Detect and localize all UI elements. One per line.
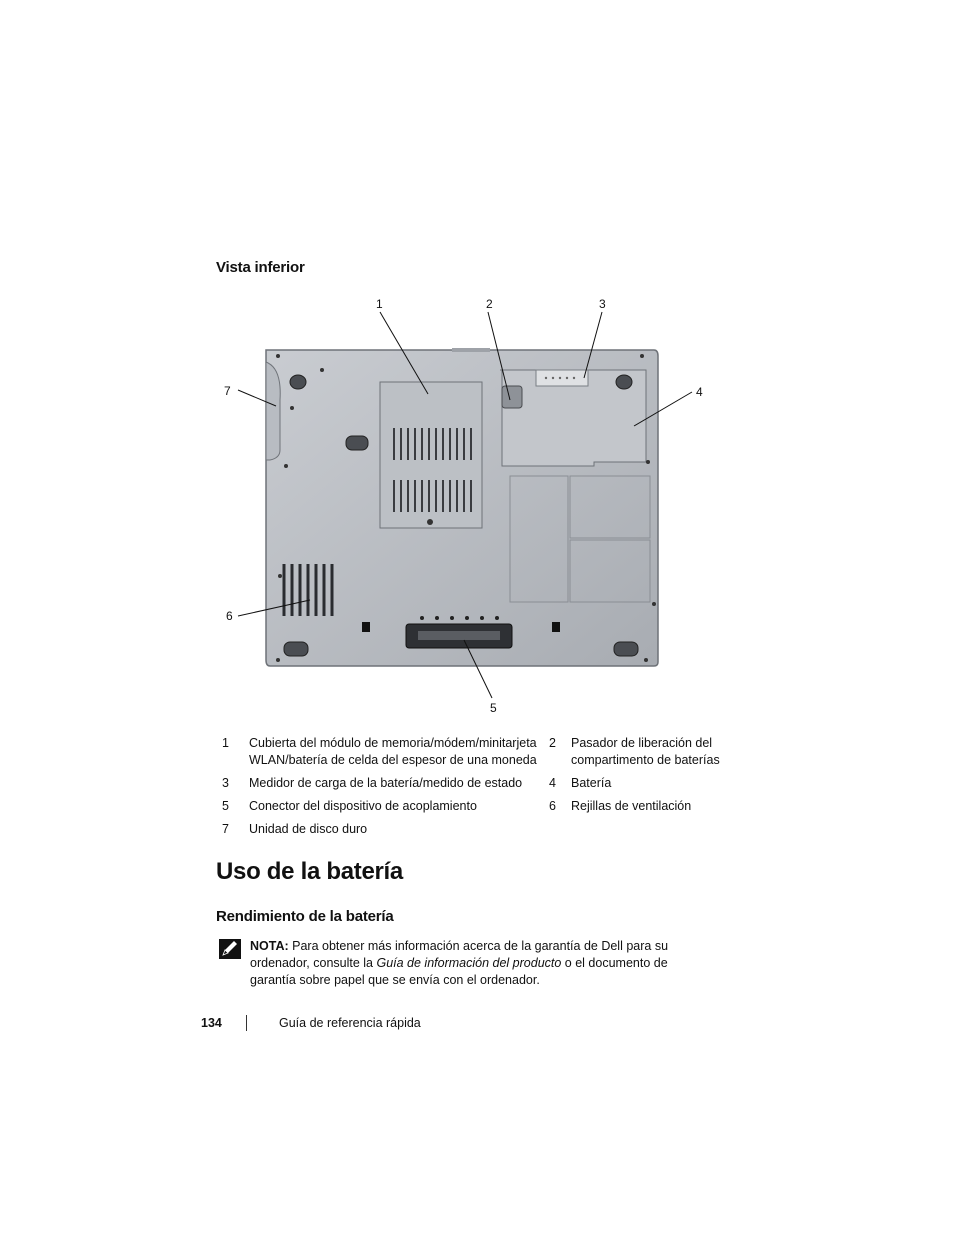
- legend-number: 4: [549, 776, 556, 790]
- callout-5: 5: [490, 701, 497, 715]
- note-text-before: Para obtener más información acerca de la garantía de Dell para su ordenador, consulte la: [250, 939, 669, 970]
- legend-text: Pasador de liberación del compartimento de baterías: [571, 736, 720, 767]
- footer-title: Guía de referencia rápida: [279, 1016, 421, 1030]
- section-heading: Vista inferior: [216, 259, 305, 276]
- legend-number: 5: [222, 799, 229, 813]
- callout-1: 1: [376, 297, 383, 311]
- subsection-title: Rendimiento de la batería: [216, 908, 394, 925]
- legend-text: Unidad de disco duro: [249, 822, 368, 836]
- legend-number: 3: [222, 776, 229, 790]
- note-label: NOTA:: [250, 939, 289, 953]
- note-text-after: o el documento de garantía sobre papel que se envía con el ordenador.: [250, 956, 668, 987]
- callout-7: 7: [224, 384, 231, 398]
- page-number: 134: [201, 1016, 222, 1030]
- callout-2: 2: [486, 297, 493, 311]
- legend-number: 2: [549, 736, 556, 750]
- battery-release-latch: [502, 386, 522, 408]
- callout-4: 4: [696, 385, 703, 399]
- battery-charge-gauge: [536, 370, 588, 386]
- memory-module-cover: [380, 382, 482, 528]
- legend-text: Medidor de carga de la batería/medido de estado: [249, 776, 523, 790]
- hard-drive-bay: [266, 362, 280, 460]
- ventilation-grille: [284, 564, 332, 616]
- legend-number: [549, 821, 571, 844]
- legend-number: 6: [549, 799, 556, 813]
- callout-3: 3: [599, 297, 606, 311]
- chapter-title: Uso de la batería: [216, 858, 403, 885]
- legend-text: Batería: [571, 776, 612, 790]
- legend-row: [216, 798, 741, 821]
- legend-number: 7: [222, 822, 229, 836]
- note-pencil-icon: [218, 938, 242, 960]
- figure-legend-table: [216, 735, 741, 844]
- legend-text: Conector del dispositivo de acoplamiento: [249, 799, 477, 813]
- legend-row: [216, 735, 741, 775]
- laptop-bottom-view-figure: [222, 290, 712, 720]
- note-paragraph: [250, 938, 690, 989]
- legend-text: Cubierta del módulo de memoria/módem/minitarjeta WLAN/batería de celda del espesor de una moneda: [249, 736, 537, 767]
- legend-row: [216, 775, 741, 798]
- legend-text: [571, 821, 741, 844]
- legend-number: 1: [222, 736, 229, 750]
- footer-separator: [246, 1015, 247, 1031]
- callout-6: 6: [226, 609, 233, 623]
- note-doc-reference: Guía de información del producto: [376, 956, 562, 970]
- legend-text: Rejillas de ventilación: [571, 799, 692, 813]
- legend-row: [216, 821, 741, 844]
